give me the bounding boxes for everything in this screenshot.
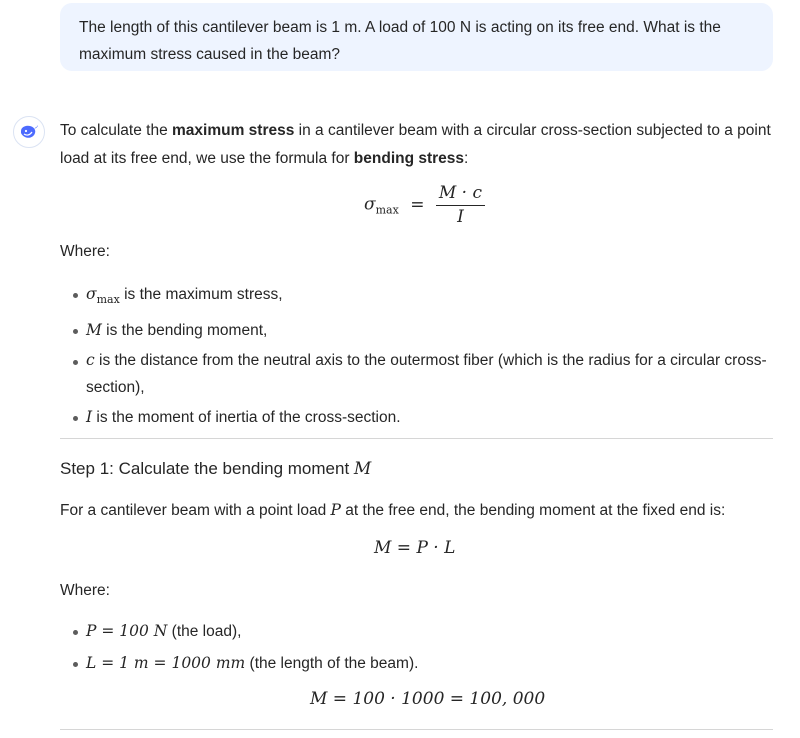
intro-paragraph — [60, 117, 775, 173]
item-math: L = 1 m = 1000 mm — [86, 654, 246, 672]
list-item — [60, 347, 775, 401]
list-item — [60, 403, 775, 432]
def-sym: M — [86, 321, 102, 339]
definitions-list — [60, 280, 775, 432]
formula-bending-moment: M = P · L — [374, 538, 456, 558]
list-item — [60, 316, 775, 345]
assistant-answer — [60, 117, 775, 173]
user-message-text: The length of this cantilever beam is 1 m. A load of 100 N is acting on its free end. What is the maximum stress caused in the beam? — [79, 19, 721, 63]
step1-paragraph — [60, 496, 775, 525]
list-item — [60, 617, 775, 646]
step1-heading — [60, 459, 371, 479]
item-text: (the load), — [167, 623, 242, 640]
def-text: is the bending moment, — [101, 322, 268, 339]
step1-where-label: Where: — [60, 582, 110, 599]
formula-max-stress — [364, 183, 485, 227]
formula-moment-result: M = 100 · 1000 = 100, 000 — [310, 689, 546, 709]
intro-text-3: : — [464, 150, 469, 167]
formula-sigma-sub: max — [375, 203, 399, 217]
def-text: is the moment of inertia of the cross-section. — [92, 409, 401, 426]
def-sub: max — [96, 293, 120, 306]
intro-bold-maximum-stress: maximum stress — [172, 122, 295, 139]
step1-text-1: For a cantilever beam with a point load — [60, 502, 331, 519]
item-text: (the length of the beam). — [245, 655, 419, 672]
intro-bold-bending-stress: bending stress — [353, 150, 465, 167]
intro-text-2: in a cantilever beam with a circular cross-section subjected to a point load at its free end, we use the formula for — [60, 122, 771, 167]
def-sym: σ — [86, 285, 97, 303]
formula-denominator: I — [457, 207, 464, 227]
intro-text-1: To calculate the — [60, 122, 173, 139]
formula-equals: = — [410, 194, 425, 215]
formula-sigma: σ — [364, 194, 376, 215]
def-text: is the distance from the neutral axis to the outermost fiber (which is the radius for a circular cross-section), — [86, 352, 767, 396]
formula-numerator: M · c — [436, 183, 485, 206]
step1-text-2: at the free end, the bending moment at the fixed end is: — [340, 502, 726, 519]
step1-heading-sym: M — [353, 459, 372, 479]
where-label: Where: — [60, 243, 110, 260]
def-text: is the maximum stress, — [119, 286, 283, 303]
assistant-avatar — [13, 116, 45, 148]
divider — [60, 729, 773, 730]
step1-list — [60, 617, 775, 678]
step1-text-sym: P — [330, 501, 341, 519]
list-item — [60, 280, 775, 314]
item-math: P = 100 N — [86, 622, 168, 640]
divider — [60, 438, 773, 439]
whale-logo-icon — [19, 124, 39, 140]
formula-fraction — [436, 183, 485, 227]
user-message-bubble — [60, 3, 773, 71]
def-sym: c — [86, 351, 95, 369]
step1-heading-text: Step 1: Calculate the bending moment — [60, 459, 354, 478]
list-item — [60, 649, 775, 678]
def-sym: I — [86, 408, 93, 426]
